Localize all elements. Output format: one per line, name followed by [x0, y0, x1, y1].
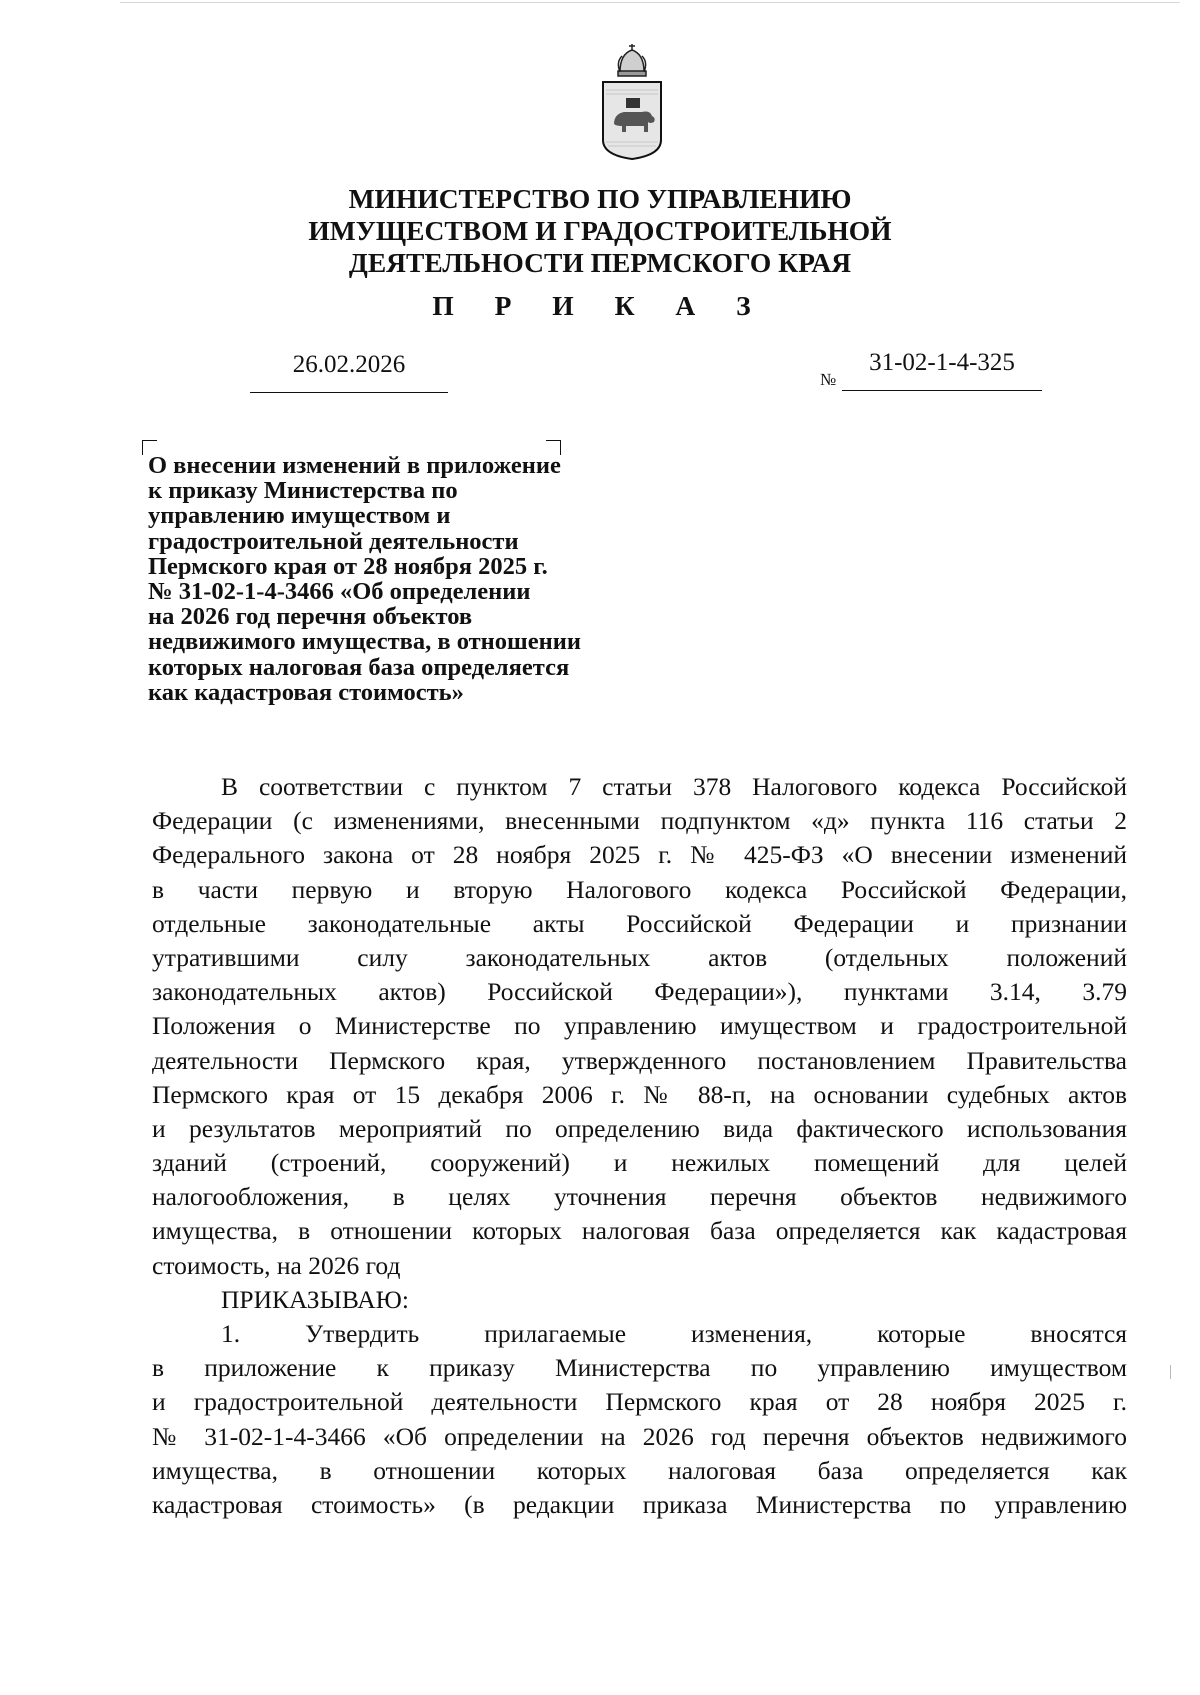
preamble-line: отдельные законодательные акты Российской Федерации и признании — [152, 908, 1127, 938]
preamble-line: в части первую и вторую Налогового кодекса Российской Федерации, — [152, 874, 1127, 904]
preamble-line: утратившими силу законодательных актов (отдельных положений — [152, 942, 1127, 972]
ministry-name-line: ДЕЯТЕЛЬНОСТИ ПЕРМСКОГО КРАЯ — [348, 247, 852, 278]
preamble-line: деятельности Пермского края, утвержденного постановлением Правительства — [152, 1045, 1127, 1075]
number-sign: № — [820, 370, 837, 389]
subject-line: № 31-02-1-4-3466 «Об определении — [148, 578, 531, 606]
coat-of-arms-emblem — [590, 42, 675, 162]
preamble-line: имущества, в отношении которых налоговая база определяется как кадастровая — [152, 1216, 1127, 1246]
preamble-line: Федерального закона от 28 ноября 2025 г. № 425-ФЗ «О внесении изменений — [152, 840, 1127, 870]
subject-line: которых налоговая база определяется — [148, 653, 570, 681]
item-1-line: 1. Утвердить прилагаемые изменения, которые вносятся — [221, 1319, 1127, 1348]
subject-line: О внесении изменений в приложение — [148, 452, 561, 479]
preamble-line: Федерации (с изменениями, внесенными подпунктом «д» пункта 116 статьи 2 — [152, 806, 1127, 836]
preamble-line: законодательных актов) Российской Федерации»), пунктами 3.14, 3.79 — [152, 977, 1127, 1007]
preamble-line: и результатов мероприятий по определению вида фактического использования — [152, 1113, 1127, 1143]
preamble-line: В соответствии с пунктом 7 статьи 378 Налогового кодекса Российской — [221, 772, 1127, 801]
preamble-line: Пермского края от 15 декабря 2006 г. № 88-п, на основании судебных актов — [152, 1079, 1127, 1109]
subject-line: градостроительной деятельности — [148, 527, 519, 555]
document-number: 31-02-1-4-325 — [842, 348, 1042, 391]
subject-line: Пермского края от 28 ноября 2025 г. — [148, 552, 548, 580]
scan-edge — [120, 2, 1180, 3]
item-1-line: № 31-02-1-4-3466 «Об определении на 2026 год перечня объектов недвижимого — [152, 1421, 1127, 1451]
subject-line: как кадастровая стоимость» — [148, 678, 464, 706]
preamble-line: налогообложения, в целях уточнения перечня объектов недвижимого — [152, 1182, 1127, 1212]
preamble-line: зданий (строений, сооружений) и нежилых помещений для целей — [152, 1148, 1127, 1178]
order-word: ПРИКАЗЫВАЮ: — [221, 1284, 409, 1314]
ministry-name-line: МИНИСТЕРСТВО ПО УПРАВЛЕНИЮ — [348, 183, 852, 214]
preamble-line: Положения о Министерстве по управлению имуществом и градостроительной — [152, 1011, 1127, 1041]
item-1-line: имущества, в отношении которых налоговая база определяется как — [152, 1455, 1127, 1485]
document-date: 26.02.2026 — [250, 350, 448, 393]
ministry-name — [0, 183, 1200, 279]
subject-line: на 2026 год перечня объектов — [148, 603, 473, 631]
item-1-line: и градостроительной деятельности Пермского края от 28 ноября 2025 г. — [152, 1387, 1127, 1417]
document-type-title: П Р И К А З — [432, 290, 768, 321]
preamble-line: стоимость, на 2026 год — [152, 1250, 401, 1280]
document-subject — [148, 453, 668, 705]
subject-line: к приказу Министерства по — [148, 477, 458, 505]
scan-mark — [1170, 1365, 1171, 1379]
subject-line: управлению имуществом и — [148, 502, 451, 530]
subject-line: недвижимого имущества, в отношении — [148, 628, 581, 656]
item-1-line: в приложение к приказу Министерства по управлению имуществом — [152, 1353, 1127, 1383]
document-body — [152, 770, 1127, 1522]
item-1-line: кадастровая стоимость» (в редакции приказа Министерства по управлению — [152, 1489, 1127, 1519]
ministry-name-line: ИМУЩЕСТВОМ И ГРАДОСТРОИТЕЛЬНОЙ — [308, 215, 892, 246]
